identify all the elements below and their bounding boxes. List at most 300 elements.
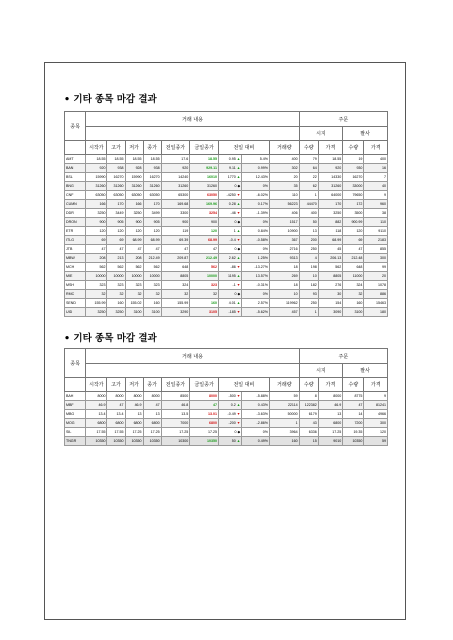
cell-symbol: MBF: [65, 401, 86, 410]
cell-prev-close: 14240: [161, 173, 190, 182]
cell-bid-qty: 198: [299, 263, 318, 272]
cell-ask-price: 99: [364, 263, 388, 272]
header-trade-group: 거래 내용: [86, 349, 299, 364]
cell-ask-price: 9110: [364, 227, 388, 236]
cell-bid-price: 3090: [318, 308, 342, 317]
table-row: [65, 236, 388, 245]
cell-bid-qty: 43: [299, 419, 318, 428]
cell-low: 10000: [125, 272, 143, 281]
header-prev-close: 전일종가: [161, 378, 190, 392]
cell-bid-price: 30: [318, 290, 342, 299]
cell-ask-qty: 172: [343, 200, 364, 209]
cell-high: 213: [107, 254, 125, 263]
cell-high: 3250: [107, 308, 125, 317]
cell-close: 8000: [143, 392, 161, 401]
cell-ask-qty: 33000: [343, 182, 364, 191]
cell-bid-price: 8000: [318, 392, 342, 401]
cell-close: 212.49: [143, 254, 161, 263]
header-ask-group: 팔사: [343, 364, 388, 378]
cell-volume: 10900: [269, 227, 299, 236]
cell-prev-close: 17.6: [161, 155, 190, 164]
arrow-down-icon: ▼: [235, 192, 241, 197]
cell-prev-close: 3290: [161, 308, 190, 317]
cell-low: 120: [125, 227, 143, 236]
cell-open: 69: [86, 236, 107, 245]
cell-high: 10350: [107, 437, 125, 446]
cell-bid-qty: 15: [299, 437, 318, 446]
table-row: [65, 428, 388, 437]
cell-ask-qty: 160: [343, 299, 364, 308]
cell-volume: 119962: [269, 299, 299, 308]
cell-volume: 1517: [269, 218, 299, 227]
cell-low: 155.02: [125, 299, 143, 308]
cell-prev-close: 10300: [161, 437, 190, 446]
table-row: [65, 308, 388, 317]
cell-today-close: 32: [190, 290, 219, 299]
cell-close: 323: [143, 281, 161, 290]
cell-bid-price: 170: [318, 200, 342, 209]
cell-bid-qty: 10: [299, 272, 318, 281]
arrow-up-icon: ▲: [235, 402, 241, 407]
cell-bid-price: 8805: [318, 272, 342, 281]
cell-bid-price: 13: [318, 410, 342, 419]
cell-prev-close: 47: [161, 245, 190, 254]
cell-bid-qty: 1: [299, 308, 318, 317]
cell-high: 562: [107, 263, 125, 272]
cell-volume: 1: [269, 419, 299, 428]
cell-high: 938: [107, 164, 125, 173]
cell-change: [218, 227, 241, 236]
cell-symbol: SIL: [65, 428, 86, 437]
cell-ask-qty: 3500: [343, 209, 364, 218]
cell-high: 47: [107, 401, 125, 410]
cell-change: [218, 245, 241, 254]
cell-today-close: 562: [190, 263, 219, 272]
cell-symbol: UID: [65, 308, 86, 317]
change-value: 1: [233, 228, 236, 233]
cell-change-pct: 0%: [242, 428, 270, 437]
cell-symbol: MIE: [65, 272, 86, 281]
header-change: 전일 대비: [218, 378, 269, 392]
cell-bid-price: 920: [318, 164, 342, 173]
cell-today-close: 323: [190, 281, 219, 290]
cell-low: 47: [125, 245, 143, 254]
change-value: -200: [228, 420, 236, 425]
cell-open: 32: [86, 290, 107, 299]
cell-change-pct: 0.17%: [242, 200, 270, 209]
cell-volume: 367: [269, 236, 299, 245]
cell-symbol: MBG: [65, 410, 86, 419]
cell-high: 18.55: [107, 155, 125, 164]
flat-diamond-icon: ◆: [236, 219, 241, 224]
cell-bid-price: 118: [318, 227, 342, 236]
cell-close: 938: [143, 164, 161, 173]
arrow-down-icon: ▼: [235, 309, 241, 314]
header-today-close: 금일종가: [190, 141, 219, 155]
table-row: [65, 245, 388, 254]
cell-high: 8000: [107, 392, 125, 401]
cell-symbol: BSL: [65, 173, 86, 182]
flat-diamond-icon: ◆: [236, 183, 241, 188]
cell-bid-qty: 22: [299, 173, 318, 182]
cell-change: [218, 164, 241, 173]
header-ask-price: 가격: [364, 141, 388, 155]
cell-ask-qty: 16270: [343, 173, 364, 182]
header-bid-qty: 수량: [299, 141, 318, 155]
cell-ask-qty: 47: [343, 401, 364, 410]
cell-open: 155.99: [86, 299, 107, 308]
cell-today-close: 3105: [190, 308, 219, 317]
header-high: 고가: [107, 141, 125, 155]
cell-volume: 269: [269, 272, 299, 281]
cell-change: [218, 182, 241, 191]
header-trade-group: 거래 내용: [86, 112, 299, 127]
cell-high: 32: [107, 290, 125, 299]
table-row: [65, 155, 388, 164]
cell-change-pct: 0.84%: [242, 227, 270, 236]
cell-high: 170: [107, 200, 125, 209]
cell-ask-price: 7: [364, 173, 388, 182]
flat-diamond-icon: ◆: [236, 429, 241, 434]
cell-prev-close: 324: [161, 281, 190, 290]
header-quote-group: 주문: [299, 112, 387, 127]
header-bid-price: 가격: [318, 378, 342, 392]
cell-change-pct: 2.57%: [242, 299, 270, 308]
arrow-down-icon: ▼: [235, 210, 241, 215]
arrow-up-icon: ▲: [235, 156, 241, 161]
cell-close: 18.55: [143, 155, 161, 164]
cell-close: 10350: [143, 437, 161, 446]
change-value: 0.28: [228, 201, 236, 206]
cell-change-pct: 0%: [242, 245, 270, 254]
cell-bid-qty: 62: [299, 182, 318, 191]
cell-high: 13.4: [107, 410, 125, 419]
header-bid-qty: 수량: [299, 378, 318, 392]
cell-high: 160: [107, 299, 125, 308]
change-value: 0: [234, 183, 237, 188]
cell-ask-price: 400: [364, 155, 388, 164]
change-value: -86: [230, 264, 236, 269]
cell-prev-close: 3300: [161, 209, 190, 218]
cell-change: [218, 437, 241, 446]
header-low: 저가: [125, 141, 143, 155]
cell-today-close: 169.96: [190, 200, 219, 209]
cell-today-close: 13.01: [190, 410, 219, 419]
arrow-up-icon: ▲: [235, 273, 241, 278]
cell-ask-qty: 11000: [343, 272, 364, 281]
cell-symbol: AMT: [65, 155, 86, 164]
cell-ask-qty: 19: [343, 155, 364, 164]
arrow-up-icon: ▲: [235, 201, 241, 206]
cell-bid-qty: 122382: [299, 401, 318, 410]
cell-bid-qty: 4: [299, 254, 318, 263]
cell-open: 46.9: [86, 401, 107, 410]
cell-ask-qty: 69: [343, 236, 364, 245]
header-close: 종가: [143, 141, 161, 155]
cell-bid-price: 17.25: [318, 428, 342, 437]
cell-low: 208: [125, 254, 143, 263]
cell-today-close: 63050: [190, 191, 219, 200]
change-value: -46: [230, 210, 236, 215]
cell-volume: 18: [269, 281, 299, 290]
cell-ask-qty: 930: [343, 164, 364, 173]
flat-diamond-icon: ◆: [236, 246, 241, 251]
cell-bid-qty: 64: [299, 164, 318, 173]
cell-prev-close: 7000: [161, 419, 190, 428]
cell-symbol: MCH: [65, 263, 86, 272]
header-quote-group: 주문: [299, 349, 387, 364]
cell-today-close: 120: [190, 227, 219, 236]
cell-change: [218, 173, 241, 182]
cell-bid-qty: 93: [299, 290, 318, 299]
cell-bid-qty: 182: [299, 281, 318, 290]
cell-today-close: 18.55: [190, 155, 219, 164]
cell-open: 47: [86, 245, 107, 254]
cell-change-pct: -0.31%: [242, 281, 270, 290]
cell-today-close: 17.25: [190, 428, 219, 437]
cell-open: 920: [86, 164, 107, 173]
cell-ask-price: 20: [364, 272, 388, 281]
cell-volume: 2716: [269, 245, 299, 254]
cell-volume: 406: [269, 209, 299, 218]
cell-close: 63050: [143, 191, 161, 200]
cell-change: [218, 392, 241, 401]
cell-change: [218, 290, 241, 299]
arrow-down-icon: ▼: [235, 411, 241, 416]
cell-low: 3100: [125, 308, 143, 317]
cell-prev-close: 17.25: [161, 428, 190, 437]
cell-symbol: ETR: [65, 227, 86, 236]
cell-bid-price: 18.55: [318, 155, 342, 164]
cell-symbol: TNGR: [65, 437, 86, 446]
cell-low: 900: [125, 218, 143, 227]
cell-symbol: SEND: [65, 299, 86, 308]
cell-change-pct: 1.25%: [242, 254, 270, 263]
cell-low: 3250: [125, 209, 143, 218]
cell-prev-close: 119: [161, 227, 190, 236]
cell-low: 8000: [125, 392, 143, 401]
closing-results-table-1: [64, 111, 388, 317]
arrow-up-icon: ▲: [235, 255, 241, 260]
table-row: [65, 392, 388, 401]
cell-close: 3100: [143, 308, 161, 317]
closing-results-table-2: [64, 348, 388, 446]
cell-ask-qty: 8775: [343, 392, 364, 401]
cell-ask-qty: 3100: [343, 308, 364, 317]
cell-prev-close: 32: [161, 290, 190, 299]
header-symbol-sub: [65, 378, 86, 392]
cell-prev-close: 169.68: [161, 200, 190, 209]
cell-open: 8000: [86, 392, 107, 401]
cell-close: 16270: [143, 173, 161, 182]
cell-today-close: 31260: [190, 182, 219, 191]
change-value: 1770: [227, 174, 236, 179]
cell-today-close: 47: [190, 245, 219, 254]
header-volume: 거래량: [269, 378, 299, 392]
cell-bid-price: 46.9: [318, 401, 342, 410]
table-body-1: [65, 155, 388, 317]
cell-prev-close: 155.99: [161, 299, 190, 308]
cell-symbol: MSH: [65, 281, 86, 290]
cell-today-close: 10350: [190, 437, 219, 446]
cell-high: 31260: [107, 182, 125, 191]
cell-today-close: 900: [190, 218, 219, 227]
cell-low: 6800: [125, 419, 143, 428]
cell-change: [218, 236, 241, 245]
cell-low: 323: [125, 281, 143, 290]
cell-open: 63050: [86, 191, 107, 200]
cell-symbol: MBW: [65, 254, 86, 263]
table-body-2: [65, 392, 388, 446]
cell-high: 3449: [107, 209, 125, 218]
change-value: 2.62: [228, 255, 236, 260]
cell-symbol: RMC: [65, 290, 86, 299]
cell-change: [218, 410, 241, 419]
cell-bid-price: 276: [318, 281, 342, 290]
cell-bid-qty: 79: [299, 155, 318, 164]
change-value: -0.49: [227, 411, 236, 416]
cell-ask-price: 59: [364, 437, 388, 446]
cell-prev-close: 900: [161, 218, 190, 227]
cell-symbol: BAH: [65, 392, 86, 401]
arrow-up-icon: ▲: [235, 165, 241, 170]
cell-close: 17.25: [143, 428, 161, 437]
cell-low: 18.55: [125, 155, 143, 164]
cell-change-pct: -5.88%: [242, 392, 270, 401]
cell-bid-qty: 13: [299, 227, 318, 236]
cell-change: [218, 401, 241, 410]
cell-volume: 20: [269, 173, 299, 182]
cell-volume: 110: [269, 191, 299, 200]
cell-ask-price: 2183: [364, 236, 388, 245]
table-row: [65, 290, 388, 299]
cell-high: 905: [107, 218, 125, 227]
change-value: 0: [234, 291, 237, 296]
table-row: [65, 401, 388, 410]
table-row: [65, 410, 388, 419]
cell-bid-qty: 6336: [299, 428, 318, 437]
cell-close: 68.99: [143, 236, 161, 245]
cell-change-pct: -2.86%: [242, 419, 270, 428]
cell-change-pct: -3.63%: [242, 410, 270, 419]
cell-high: 323: [107, 281, 125, 290]
cell-high: 10000: [107, 272, 125, 281]
cell-symbol: CNF: [65, 191, 86, 200]
arrow-down-icon: ▼: [235, 237, 241, 242]
cell-bid-price: 3250: [318, 209, 342, 218]
cell-bid-price: 154: [318, 299, 342, 308]
table-row: [65, 419, 388, 428]
cell-open: 31260: [86, 182, 107, 191]
cell-change-pct: -5.62%: [242, 308, 270, 317]
cell-ask-qty: 648: [343, 263, 364, 272]
cell-bid-price: 64000: [318, 191, 342, 200]
cell-symbol: DDR: [65, 209, 86, 218]
cell-low: 17.25: [125, 428, 143, 437]
cell-ask-price: 16: [364, 164, 388, 173]
section-title-2: • 기타 종목 마감 결과: [64, 330, 157, 344]
table-row: [65, 263, 388, 272]
cell-high: 16270: [107, 173, 125, 182]
cell-change: [218, 218, 241, 227]
cell-change: [218, 191, 241, 200]
cell-ask-qty: 120: [343, 227, 364, 236]
cell-bid-price: 882: [318, 218, 342, 227]
cell-close: 6800: [143, 419, 161, 428]
header-trade-spacer: [86, 127, 299, 141]
cell-ask-price: 15463: [364, 299, 388, 308]
cell-ask-qty: 212.48: [343, 254, 364, 263]
change-value: 50: [231, 438, 236, 443]
change-value: 0.2: [230, 402, 236, 407]
cell-open: 10350: [86, 437, 107, 446]
table-row: [65, 191, 388, 200]
cell-symbol: BNG: [65, 182, 86, 191]
cell-open: 18.55: [86, 155, 107, 164]
cell-volume: 50000: [269, 410, 299, 419]
header-low: 저가: [125, 378, 143, 392]
cell-today-close: 6800: [190, 419, 219, 428]
cell-ask-price: 300: [364, 254, 388, 263]
cell-ask-price: 4966: [364, 410, 388, 419]
cell-change: [218, 200, 241, 209]
cell-prev-close: 8500: [161, 392, 190, 401]
cell-ask-price: 40: [364, 182, 388, 191]
flat-diamond-icon: ◆: [236, 291, 241, 296]
cell-bid-price: 14330: [318, 173, 342, 182]
arrow-up-icon: ▲: [235, 300, 241, 305]
cell-ask-qty: 10350: [343, 437, 364, 446]
cell-ask-qty: 324: [343, 281, 364, 290]
cell-open: 3250: [86, 308, 107, 317]
cell-bid-price: 562: [318, 263, 342, 272]
header-bid-group: 시지: [299, 364, 343, 378]
cell-close: 170: [143, 200, 161, 209]
table-row: [65, 272, 388, 281]
cell-change: [218, 272, 241, 281]
cell-ask-qty: 19.35: [343, 428, 364, 437]
cell-bid-price: 206.13: [318, 254, 342, 263]
cell-open: 120: [86, 227, 107, 236]
header-high: 고가: [107, 378, 125, 392]
cell-change: [218, 254, 241, 263]
cell-prev-close: 65300: [161, 191, 190, 200]
cell-low: 46.9: [125, 401, 143, 410]
cell-ask-price: 180: [364, 308, 388, 317]
cell-bid-qty: 8: [299, 392, 318, 401]
change-value: 0: [234, 429, 237, 434]
cell-bid-price: 9010: [318, 437, 342, 446]
cell-ask-price: 9: [364, 392, 388, 401]
cell-change: [218, 428, 241, 437]
cell-today-close: 160: [190, 299, 219, 308]
cell-volume: 56223: [269, 200, 299, 209]
cell-ask-price: 960: [364, 200, 388, 209]
cell-change-pct: 0%: [242, 218, 270, 227]
cell-bid-qty: 6179: [299, 410, 318, 419]
cell-open: 166: [86, 200, 107, 209]
cell-prev-close: 8805: [161, 272, 190, 281]
header-open: 시작가: [86, 141, 107, 155]
cell-change: [218, 299, 241, 308]
cell-change-pct: 0%: [242, 290, 270, 299]
arrow-up-icon: ▲: [235, 228, 241, 233]
cell-close: 47: [143, 401, 161, 410]
cell-ask-price: 1078: [364, 281, 388, 290]
header-prev-close: 전일종가: [161, 141, 190, 155]
cell-volume: 302: [269, 164, 299, 173]
cell-today-close: 8000: [190, 392, 219, 401]
